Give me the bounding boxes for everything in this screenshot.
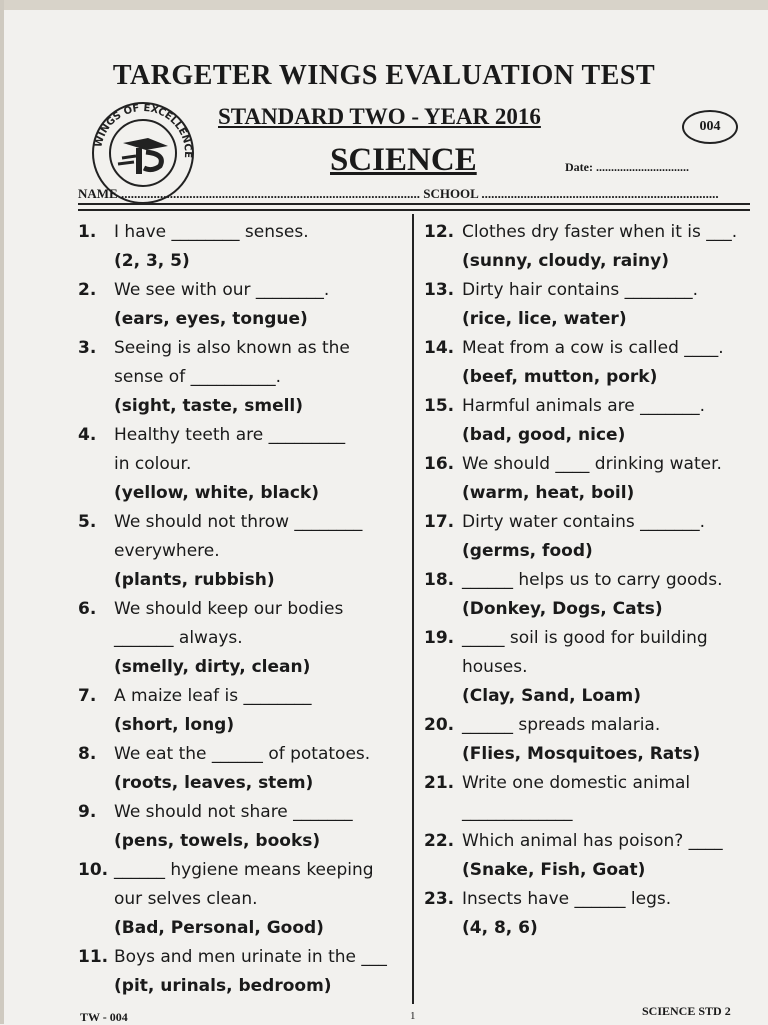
- question-text: Dirty hair contains ________.: [462, 280, 699, 300]
- question-text: We should not throw ________: [114, 512, 363, 532]
- question-number: 19.: [424, 628, 455, 648]
- answer-options: (Snake, Fish, Goat): [462, 860, 646, 880]
- question-text: Meat from a cow is called ____.: [462, 338, 724, 358]
- page-left-edge: [0, 0, 4, 1024]
- answer-options: (plants, rubbish): [114, 570, 275, 590]
- question-text: Clothes dry faster when it is ___.: [462, 222, 738, 242]
- footer-subject: SCIENCE STD 2: [642, 1004, 731, 1018]
- question-text: ______ spreads malaria.: [462, 715, 661, 735]
- footer-code: TW - 004: [80, 1010, 128, 1024]
- question-text: I have ________ senses.: [114, 222, 309, 242]
- date-field: Date: ...............................: [565, 160, 689, 174]
- question-text: We see with our ________.: [114, 280, 330, 300]
- question-number: 2.: [78, 280, 97, 300]
- header-rule-bottom: [78, 209, 750, 211]
- svg-text:WINGS OF EXCELLENCE: WINGS OF EXCELLENCE: [93, 102, 194, 159]
- question-number: 4.: [78, 425, 97, 445]
- question-text: We should not share _______: [114, 802, 353, 822]
- question-text: houses.: [462, 657, 528, 677]
- question-text: our selves clean.: [114, 889, 258, 909]
- question-number: 13.: [424, 280, 455, 300]
- answer-options: (sunny, cloudy, rainy): [462, 251, 669, 271]
- question-number: 15.: [424, 396, 455, 416]
- answer-options: (rice, lice, water): [462, 309, 627, 329]
- answer-options: (smelly, dirty, clean): [114, 657, 311, 677]
- question-number: 1.: [78, 222, 97, 242]
- answer-options: (pens, towels, books): [114, 831, 321, 851]
- question-text: ______ hygiene means keeping: [114, 860, 374, 880]
- answer-options: (germs, food): [462, 541, 593, 561]
- header-rule-top: [78, 203, 750, 205]
- question-number: 5.: [78, 512, 97, 532]
- question-text: ______ helps us to carry goods.: [462, 570, 723, 590]
- answer-options: (pit, urinals, bedroom): [114, 976, 332, 996]
- answer-options: (ears, eyes, tongue): [114, 309, 308, 329]
- question-text: Boys and men urinate in the ___: [114, 947, 387, 967]
- question-text: _______ always.: [114, 628, 243, 648]
- answer-options: (short, long): [114, 715, 235, 735]
- question-number: 11.: [78, 947, 109, 967]
- question-text: in colour.: [114, 454, 192, 474]
- question-text: Which animal has poison? ____: [462, 831, 723, 851]
- question-text: We should ____ drinking water.: [462, 454, 722, 474]
- question-text: Seeing is also known as the: [114, 338, 350, 358]
- answer-options: (Flies, Mosquitoes, Rats): [462, 744, 701, 764]
- question-number: 18.: [424, 570, 455, 590]
- subject-heading: SCIENCE: [330, 142, 477, 178]
- answer-options: (beef, mutton, pork): [462, 367, 658, 387]
- answer-options: (Donkey, Dogs, Cats): [462, 599, 663, 619]
- question-number: 9.: [78, 802, 97, 822]
- question-number: 6.: [78, 599, 97, 619]
- question-text: everywhere.: [114, 541, 220, 561]
- exam-subtitle: STANDARD TWO - YEAR 2016: [218, 104, 541, 129]
- question-text: Insects have ______ legs.: [462, 889, 672, 909]
- answer-options: (Clay, Sand, Loam): [462, 686, 641, 706]
- question-text: A maize leaf is ________: [114, 686, 312, 706]
- question-text: _____________: [462, 802, 573, 822]
- question-number: 7.: [78, 686, 97, 706]
- question-number: 3.: [78, 338, 97, 358]
- question-number: 20.: [424, 715, 455, 735]
- answer-options: (2, 3, 5): [114, 251, 190, 271]
- question-text: Healthy teeth are _________: [114, 425, 346, 445]
- question-text: _____ soil is good for building: [462, 628, 708, 648]
- question-text: Write one domestic animal: [462, 773, 691, 793]
- page-top-edge: [0, 0, 768, 10]
- question-text: sense of __________.: [114, 367, 282, 387]
- answer-options: (4, 8, 6): [462, 918, 538, 938]
- question-number: 8.: [78, 744, 97, 764]
- question-text: Harmful animals are _______.: [462, 396, 706, 416]
- answer-options: (bad, good, nice): [462, 425, 626, 445]
- column-divider: [412, 214, 414, 1004]
- name-school-row: NAME ............................................................................................ SCHOOL .........................................................................: [78, 186, 719, 201]
- exam-code-badge: 004: [682, 110, 738, 144]
- answer-options: (warm, heat, boil): [462, 483, 635, 503]
- question-text: We eat the ______ of potatoes.: [114, 744, 371, 764]
- page-number: 1: [410, 1010, 416, 1022]
- answer-options: (roots, leaves, stem): [114, 773, 314, 793]
- question-number: 23.: [424, 889, 455, 909]
- answer-options: (Bad, Personal, Good): [114, 918, 324, 938]
- question-number: 22.: [424, 831, 455, 851]
- question-number: 12.: [424, 222, 455, 242]
- question-text: We should keep our bodies: [114, 599, 344, 619]
- answer-options: (yellow, white, black): [114, 483, 319, 503]
- question-number: 17.: [424, 512, 455, 532]
- exam-title: TARGETER WINGS EVALUATION TEST: [112, 60, 656, 91]
- question-number: 10.: [78, 860, 109, 880]
- question-text: Dirty water contains _______.: [462, 512, 706, 532]
- question-number: 21.: [424, 773, 455, 793]
- question-number: 16.: [424, 454, 455, 474]
- question-number: 14.: [424, 338, 455, 358]
- answer-options: (sight, taste, smell): [114, 396, 304, 416]
